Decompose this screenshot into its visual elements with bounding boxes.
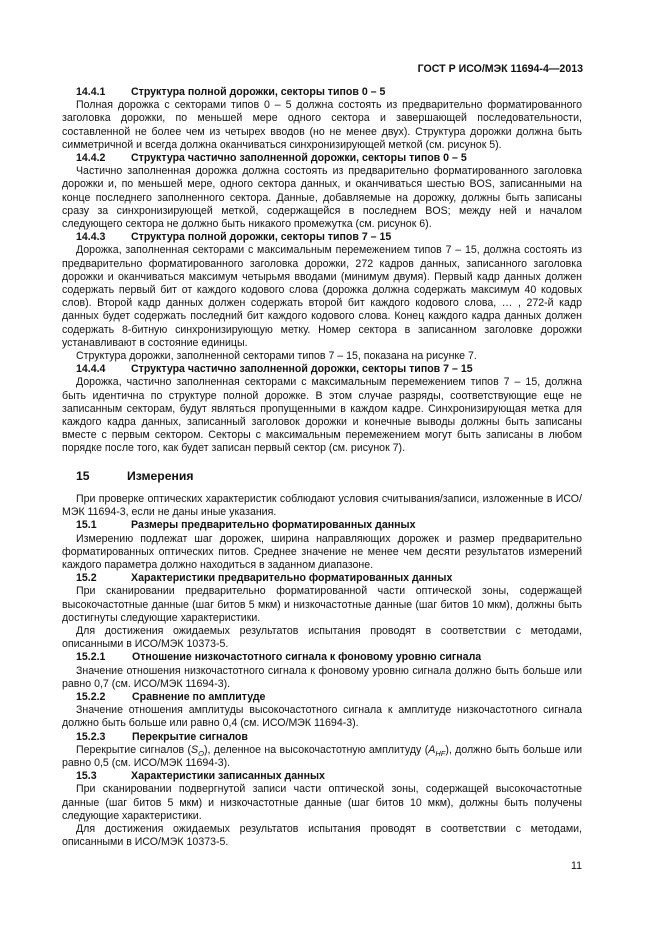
- body-text: [62, 86, 582, 849]
- paragraph-text: ), должно быть больше или равно 0,5 (см. ИСО/МЭК 11694-3).: [62, 743, 583, 769]
- paragraph: При проверке оптических характеристик соблюдают условия считывания/записи, изложенные в ИСО/МЭК 11694-3, если не даны иные указания.: [62, 492, 582, 519]
- heading-title: Сравнение по амплитуде: [132, 690, 266, 703]
- section-heading: [62, 470, 582, 483]
- paragraph: Частично заполненная дорожка должна состоять из предварительно форматированного заголовка дорожки и, по меньшей мере, одного сектора данных, и оканчиваться шестью BOS, записанными на конце последнего заполненного сектора. Данные, добавляемые на дорожку, должны быть записаны сразу за синхронизирующей меткой, содержащейся в последнем BOS; между ней и началом следующего сектора не должно быть никакого промежутка (см. рисунок 6).: [62, 165, 582, 231]
- heading-number: 15: [76, 468, 90, 483]
- paragraph: При сканировании подвергнутой записи части оптической зоны, содержащей высокочастотные данные (шаг битов 5 мкм) и низкочастотные данные (шаг битов 10 мкм), должны быть получены следующие характеристики.: [62, 783, 582, 822]
- paragraph: Структура дорожки, заполненной секторами типов 7 – 15, показана на рисунке 7.: [76, 350, 477, 363]
- subsection-heading: [62, 152, 582, 165]
- paragraph: Измерению подлежат шаг дорожек, ширина направляющих дорожек и размер предварительно форматированных оптических питов. Среднее значение не менее чем десяти результатов измерений каждого параметра должно находиться в заданном диапазоне.: [62, 532, 582, 571]
- heading-number: 15.2.1: [76, 651, 106, 664]
- symbol-subscript: O: [198, 748, 204, 758]
- paragraph: [62, 744, 582, 770]
- heading-number: 14.4.3: [76, 231, 106, 244]
- heading-title: Структура частично заполненной дорожки, секторы типов 7 – 15: [131, 363, 473, 376]
- heading-title: Измерения: [127, 468, 194, 483]
- paragraph: Дорожка, заполненная секторами с максимальным перемежением типов 7 – 15, должна состоять из предварительно форматированного заголовка дорожки, 272 кадров данных, записанного заголовка дорожки и оканчиваться максимум четырьмя вводами (минимум двумя). Первый кадр данных должен содержать первый бит от каждого кодового слова (дорожка должна содержать максимум 40 кодовых слов). Второй кадр данных должен содержать второй бит каждого кодового слова, … , 272-й кадр данных будет содержать последний бит каждого кодового слова. Конец каждого кадра данных должен содержать 8-битную синхронизирующую метку. Номер сектора в записанном заголовке дорожки устанавливают в состояние единицы.: [62, 244, 582, 349]
- heading-title: Отношение низкочастотного сигнала к фоновому уровню сигнала: [132, 651, 482, 664]
- heading-title: Перекрытие сигналов: [132, 730, 248, 743]
- symbol: S: [191, 743, 199, 756]
- paragraph: Полная дорожка с секторами типов 0 – 5 должна состоять из предварительно форматированного заголовка дорожки, по меньшей мере одного сектора и завершающей последовательности, составленной не более чем из четырех вводов (но не менее двух). Структура дорожки должна быть симметричной и всегда должна оканчиваться синхронизирующей меткой (см. рисунок 5).: [62, 99, 582, 151]
- paragraph-text: Перекрытие сигналов (: [76, 743, 192, 756]
- heading-title: Характеристики записанных данных: [131, 770, 325, 783]
- subsection-heading: [62, 363, 582, 376]
- heading-title: Структура частично заполненной дорожки, секторы типов 0 – 5: [131, 152, 467, 165]
- page-number: 11: [571, 860, 582, 872]
- paragraph: При сканировании предварительно форматированной части оптической зоны, содержащей высокочастотные данные (шаг битов 5 мкм) и низкочастотные данные (шаг битов 10 мкм), должны быть достигнуты следующие характеристики.: [62, 585, 582, 624]
- symbol-subscript: HF: [435, 748, 446, 758]
- heading-number: 15.2: [76, 572, 97, 585]
- heading-title: Структура полной дорожки, секторы типов 0 – 5: [131, 86, 386, 98]
- subsection-heading: [62, 691, 582, 704]
- subsection-heading: [62, 572, 582, 585]
- subsection-heading: [62, 731, 582, 744]
- paragraph: Для достижения ожидаемых результатов испытания проводят в соответствии с методами, описанными в ИСО/МЭК 10373-5.: [62, 624, 582, 651]
- heading-number: 14.4.1: [76, 86, 106, 98]
- paragraph-text: ), деленное на высокочастотную амплитуду (: [203, 743, 429, 756]
- standard-header: ГОСТ Р ИСО/МЭК 11694-4—2013: [417, 63, 583, 75]
- heading-number: 14.4.4: [76, 363, 106, 376]
- heading-title: Размеры предварительно форматированных данных: [131, 519, 416, 532]
- paragraph: Для достижения ожидаемых результатов испытания проводят в соответствии с методами, описанными в ИСО/МЭК 10373-5.: [62, 822, 582, 849]
- subsection-heading: [62, 86, 582, 99]
- heading-number: 15.2.2: [76, 690, 106, 703]
- symbol: A: [428, 743, 436, 756]
- heading-number: 15.1: [76, 519, 97, 532]
- subsection-heading: [62, 519, 582, 532]
- paragraph: Значение отношения амплитуды высокочастотного сигнала к амплитуде низкочастотного сигнала должно быть больше или равно 0,4 (см. ИСО/МЭК 11694-3).: [62, 704, 582, 730]
- heading-title: Структура полной дорожки, секторы типов 7 – 15: [131, 231, 392, 244]
- paragraph: Дорожка, частично заполненная секторами с максимальным перемежением типов 7 – 15, должна быть идентична по структуре полной дорожке. В этом случае разряды, соответствующие еще не записанным секторам, будут являться пропущенными в каждом кадре. Синхронизирующая метка для каждого кадра данных, записанный заголовок дорожки и конечные выводы должны быть записаны вместе с первым сектором. Секторы с максимальным перемежением могут быть записаны в любом порядке после того, как будет записан первый сектор (см. рисунок 7).: [62, 376, 582, 455]
- heading-number: 15.3: [76, 770, 97, 783]
- heading-number: 14.4.2: [76, 152, 106, 165]
- subsection-heading: [62, 231, 582, 244]
- heading-number: 15.2.3: [76, 730, 106, 743]
- paragraph: Значение отношения низкочастотного сигнала к фоновому уровню сигнала должно быть больше или равно 0,7 (см. ИСО/МЭК 11694-3).: [62, 664, 582, 690]
- subsection-heading: [62, 651, 582, 664]
- subsection-heading: [62, 770, 582, 783]
- heading-title: Характеристики предварительно форматированных данных: [131, 572, 453, 585]
